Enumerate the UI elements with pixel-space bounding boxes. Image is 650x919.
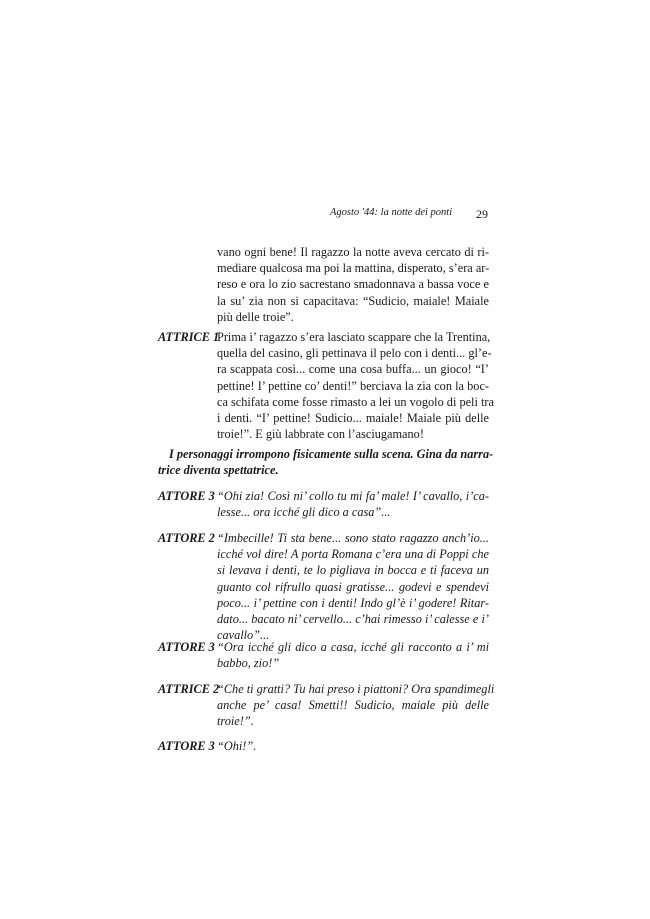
text-line: vano ogni bene! Il ragazzo la notte aveva cercato di ri- xyxy=(217,245,489,259)
text-line: Prima i’ ragazzo s’era lasciato scappare che la Trentina, xyxy=(217,330,491,344)
speaker-label: ATTORE 3 xyxy=(158,739,215,753)
text-line: dato... bacato ni’ cervello... c’hai rimesso i’ calesse e i’ xyxy=(217,612,489,627)
page-number: 29 xyxy=(476,207,488,221)
speaker-label: ATTRICE 1 xyxy=(158,330,220,344)
text-line: cavallo”... xyxy=(217,628,270,643)
text-line: reso e ora lo zio sacrestano smadonnava a bassa voce e xyxy=(217,277,489,292)
text-line: “Ohi!”. xyxy=(217,739,257,753)
text-line: mediare qualcosa ma poi la mattina, disperato, s’era ar- xyxy=(217,261,490,276)
speaker-label: ATTORE 3 xyxy=(158,489,215,503)
speaker-label: ATTORE 2 xyxy=(158,531,215,545)
text-line: “Ohi zia! Così ni’ collo tu mi fa’ male! I’ cavallo, i’ca- xyxy=(217,489,489,503)
speech-block xyxy=(217,681,495,730)
text-line: la su’ zia non si capacitava: “Sudicio, maiale! Maiale xyxy=(217,293,489,308)
stage-line: I personaggi irrompono fisicamente sulla scena. Gina da narra- xyxy=(169,447,494,461)
text-line: quella del casino, gli pettinava il pelo con i denti... gl’e- xyxy=(217,346,492,361)
text-line: più delle troie”. xyxy=(217,309,294,324)
running-title: Agosto '44: la notte dei ponti xyxy=(330,207,453,218)
text-line: troie!”. E giù labbrate con l’asciugamano! xyxy=(217,427,424,442)
speech-block xyxy=(217,639,489,671)
text-line: “Ora icché gli dico a casa, icché gli racconto a i’ mi xyxy=(217,640,489,654)
speech-block xyxy=(217,530,489,643)
text-line: troie!”. xyxy=(217,714,254,729)
text-line: pettine! I’ pettine co’ denti!” berciava la zia con la boc- xyxy=(217,378,489,393)
text-line: ra scappata così... come una cosa buffa... un gioco! “I’ xyxy=(217,362,489,377)
text-line: si levava i denti, te lo pigliava in bocca e ti faceva un xyxy=(217,563,489,578)
text-line: “Che ti gratti? Tu hai preso i piattoni? Ora spandimegli xyxy=(217,682,495,696)
stage-direction xyxy=(158,446,494,478)
text-line: “Imbecille! Ti sta bene... sono stato ragazzo anch’io... xyxy=(217,531,489,545)
text-line: anche pe’ casa! Smetti!! Sudicio, maiale più delle xyxy=(217,698,489,713)
speech-block xyxy=(217,738,489,754)
text-line: i denti. “I’ pettine! Sudicio... maiale! Maiale più delle xyxy=(217,411,489,426)
text-line: lesse... ora icché gli dico a casa”... xyxy=(217,505,391,520)
speaker-label: ATTORE 3 xyxy=(158,640,215,654)
running-head xyxy=(330,207,488,222)
text-line: icché vol dire! A porta Romana c’era una di Poppi che xyxy=(217,547,489,562)
text-line: poco... i’ pettine con i denti! Indo gl’è i’ godere! Ritar- xyxy=(217,595,489,610)
continuation-paragraph xyxy=(217,244,489,325)
text-line: babbo, zio!” xyxy=(217,656,280,671)
text-line: ca schifata come fosse rimasto a lei un vogolo di peli tra xyxy=(217,394,494,409)
speaker-label: ATTRICE 2 xyxy=(158,682,220,696)
stage-line: trice diventa spettatrice. xyxy=(158,463,279,478)
speech-block xyxy=(217,488,489,520)
text-line: guanto col rifrullo quasi gratisse... godevi e spendevi xyxy=(217,579,489,594)
speech-block xyxy=(217,329,494,442)
